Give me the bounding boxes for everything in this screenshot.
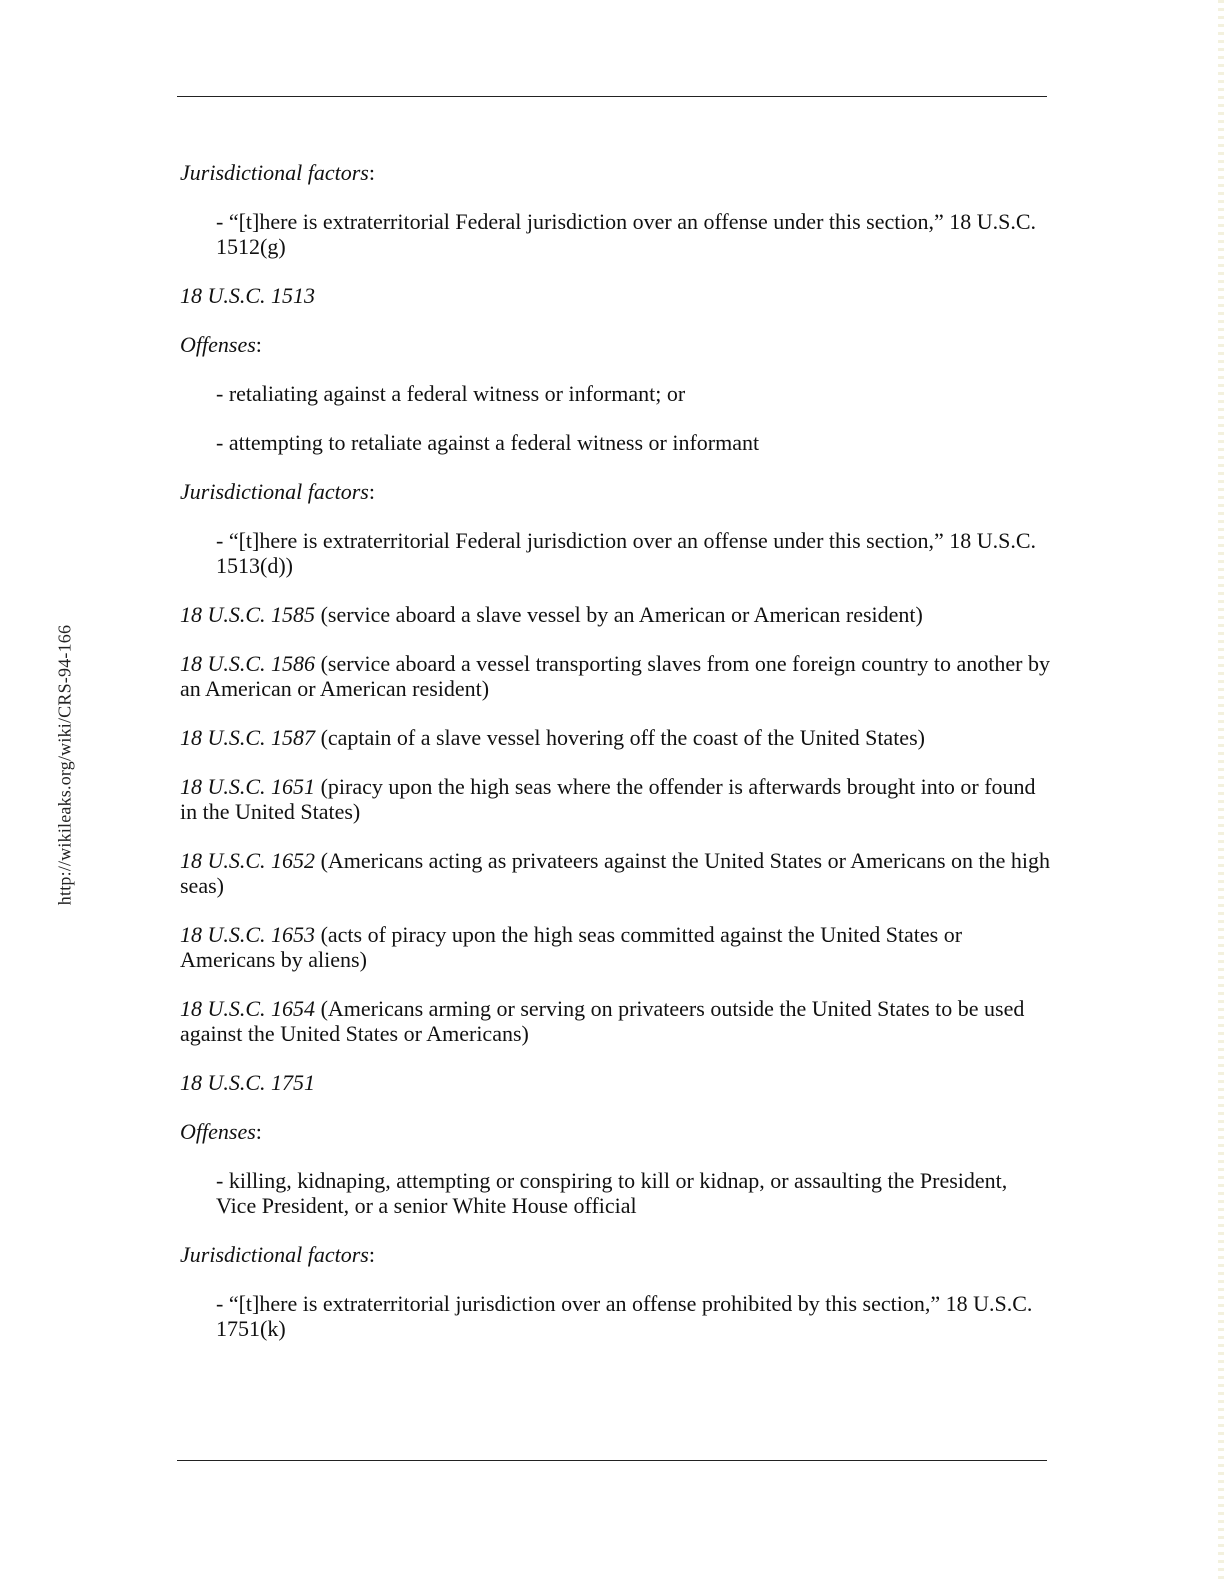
- section-entry: 18 U.S.C. 1653 (acts of piracy upon the high seas committed against the United States or Americans by aliens): [180, 922, 963, 972]
- heading-jurisdictional-factors: Jurisdictional factors:: [180, 479, 375, 504]
- section-citation: 18 U.S.C. 1751: [180, 1070, 316, 1095]
- heading-jurisdictional-factors: Jurisdictional factors:: [180, 1242, 375, 1267]
- page-edge: [1218, 0, 1224, 1584]
- list-item: - attempting to retaliate against a federal witness or informant: [216, 430, 760, 455]
- margin-url: http://wikileaks.org/wiki/CRS-94-166: [54, 624, 75, 906]
- section-citation: 18 U.S.C. 1513: [180, 283, 316, 308]
- section-entry: 18 U.S.C. 1651 (piracy upon the high seas where the offender is afterwards brought into or found in the United States): [180, 774, 1036, 824]
- section-entry: 18 U.S.C. 1654 (Americans arming or serving on privateers outside the United States to be used against the United States or Americans): [180, 996, 1025, 1046]
- header-rule: [177, 96, 1047, 97]
- heading-offenses: Offenses:: [180, 1119, 262, 1144]
- heading-jurisdictional-factors: Jurisdictional factors:: [180, 160, 375, 185]
- list-item: - “[t]here is extraterritorial Federal jurisdiction over an offense under this section,” 18 U.S.C. 1512(g): [216, 209, 1037, 259]
- list-item: - retaliating against a federal witness or informant; or: [216, 381, 686, 406]
- heading-offenses: Offenses:: [180, 332, 262, 357]
- section-entry: 18 U.S.C. 1652 (Americans acting as privateers against the United States or Americans on the high seas): [180, 848, 1051, 898]
- section-entry: 18 U.S.C. 1585 (service aboard a slave vessel by an American or American resident): [180, 602, 923, 627]
- document-body: [180, 160, 1050, 1365]
- list-item: - “[t]here is extraterritorial Federal jurisdiction over an offense under this section,” 18 U.S.C. 1513(d)): [216, 528, 1037, 578]
- section-entry: 18 U.S.C. 1586 (service aboard a vessel transporting slaves from one foreign country to another by an American or American resident): [180, 651, 1050, 701]
- footer-rule: [177, 1460, 1047, 1461]
- list-item: - “[t]here is extraterritorial jurisdiction over an offense prohibited by this section,” 18 U.S.C. 1751(k): [216, 1291, 1033, 1341]
- list-item: - killing, kidnaping, attempting or conspiring to kill or kidnap, or assaulting the President, Vice President, or a senior White House official: [216, 1168, 1008, 1218]
- section-entry: 18 U.S.C. 1587 (captain of a slave vessel hovering off the coast of the United States): [180, 725, 925, 750]
